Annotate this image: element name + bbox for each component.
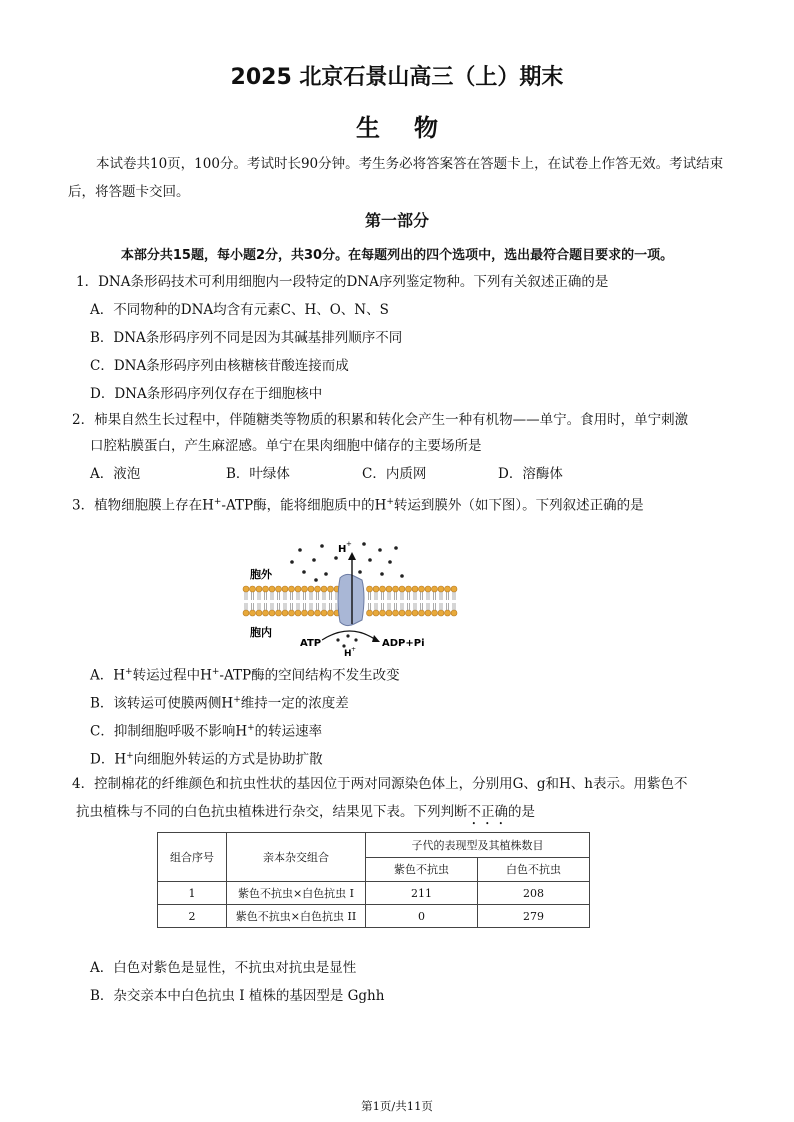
- lipid-head-outer: [243, 586, 249, 592]
- lipid-head-inner: [380, 610, 386, 616]
- lipid-head-inner: [269, 610, 275, 616]
- lipid-head-outer: [399, 586, 405, 592]
- question-2-option-b: B．叶绿体: [226, 466, 290, 482]
- emphasis-not-correct: 不正确: [467, 804, 508, 820]
- lipid-head-inner: [302, 610, 308, 616]
- question-3-stem: 3．植物细胞膜上存在H+-ATP酶，能将细胞质中的H+转运到膜外（如下图）。下列叙述正确的是: [72, 497, 644, 514]
- lipid-head-outer: [438, 586, 444, 592]
- question-3-option-c: C．抑制细胞呼吸不影响H+的转运速率: [90, 723, 323, 740]
- question-4-option-a: A．白色对紫色是显性，不抗虫对抗虫是显性: [90, 960, 357, 976]
- lipid-head-outer: [373, 586, 379, 592]
- lipid-head-inner: [406, 610, 412, 616]
- page-footer: 第1页/共11页: [361, 1099, 433, 1113]
- lipid-head-outer: [256, 586, 262, 592]
- question-3-option-d: D．H+向细胞外转运的方式是协助扩散: [90, 751, 323, 768]
- h-bottom-label: H: [344, 649, 352, 658]
- lipid-head-inner: [386, 610, 392, 616]
- lipid-head-inner: [315, 610, 321, 616]
- lipid-head-outer: [425, 586, 431, 592]
- h-top-label: H: [338, 544, 347, 555]
- lipid-head-outer: [386, 586, 392, 592]
- lipid-head-outer: [412, 586, 418, 592]
- lipid-head-outer: [302, 586, 308, 592]
- lipid-head-outer: [321, 586, 327, 592]
- question-1-option-a: A．不同物种的DNA均含有元素C、H、O、N、S: [90, 302, 389, 318]
- lipid-head-inner: [425, 610, 431, 616]
- lipid-head-inner: [373, 610, 379, 616]
- lipid-head-inner: [451, 610, 457, 616]
- lipid-head-outer: [367, 586, 373, 592]
- lipid-head-inner: [282, 610, 288, 616]
- header-purple: 紫色不抗虫: [366, 857, 478, 882]
- svg-text:+: +: [351, 646, 357, 653]
- lipid-head-outer: [282, 586, 288, 592]
- lipid-head-outer: [295, 586, 301, 592]
- lipid-head-inner: [243, 610, 249, 616]
- table-row: 1 紫色不抗虫×白色抗虫 I 211 208: [158, 882, 590, 905]
- question-2-option-a: A．液泡: [90, 466, 141, 482]
- lipid-head-inner: [328, 610, 334, 616]
- lipid-head-inner: [276, 610, 282, 616]
- lipid-head-inner: [412, 610, 418, 616]
- section-title: 第一部分: [364, 211, 429, 230]
- atpase-protein: [338, 574, 364, 625]
- lipid-head-inner: [256, 610, 262, 616]
- question-4-option-b: B．杂交亲本中白色抗虫 I 植株的基因型是 Gghh: [90, 988, 385, 1004]
- lipid-head-outer: [315, 586, 321, 592]
- header-white: 白色不抗虫: [478, 857, 590, 882]
- lipid-head-inner: [419, 610, 425, 616]
- question-3-option-a: A．H+转运过程中H+-ATP酶的空间结构不发生改变: [90, 667, 400, 684]
- lipid-head-inner: [393, 610, 399, 616]
- lipid-head-outer: [393, 586, 399, 592]
- lipid-head-outer: [451, 586, 457, 592]
- atp-label: ATP: [300, 638, 322, 649]
- lipid-head-inner: [308, 610, 314, 616]
- lipid-head-inner: [289, 610, 295, 616]
- question-4-stem-cont: 抗虫植株与不同的白色抗虫植株进行杂交，结果见下表。下列判断不正确的是: [76, 804, 535, 820]
- question-1-option-c: C．DNA条形码序列由核糖核苷酸连接而成: [90, 358, 349, 374]
- adp-label: ADP+Pi: [382, 638, 425, 649]
- question-1-option-b: B．DNA条形码序列不同是因为其碱基排列顺序不同: [90, 330, 403, 346]
- question-4-stem: 4．控制棉花的纤维颜色和抗虫性状的基因位于两对同源染色体上，分别用G、g和H、h表示。用紫色不: [72, 776, 688, 792]
- lipid-head-outer: [308, 586, 314, 592]
- subject-title: 生物: [356, 114, 472, 142]
- lipid-head-inner: [399, 610, 405, 616]
- lipid-head-inner: [445, 610, 451, 616]
- lipid-head-outer: [289, 586, 295, 592]
- lipid-head-inner: [438, 610, 444, 616]
- lipid-head-outer: [269, 586, 275, 592]
- question-2-stem: 2．柿果自然生长过程中，伴随糖类等物质的积累和转化会产生一种有机物——单宁。食用时，单宁刺激: [72, 412, 689, 428]
- header-offspring: 子代的表现型及其植株数目: [366, 833, 590, 858]
- table-row: 2 紫色不抗虫×白色抗虫 II 0 279: [158, 905, 590, 928]
- question-2-options: [90, 460, 634, 488]
- lipid-head-inner: [367, 610, 373, 616]
- lipid-head-inner: [250, 610, 256, 616]
- lipid-head-outer: [419, 586, 425, 592]
- lipid-head-outer: [263, 586, 269, 592]
- header-parents: 亲本杂交组合: [227, 833, 366, 882]
- lipid-head-outer: [276, 586, 282, 592]
- question-1-option-d: D．DNA条形码序列仅存在于细胞核中: [90, 386, 323, 402]
- header-group: 组合序号: [158, 833, 227, 882]
- section-instruction: 本部分共15题，每小题2分，共30分。在每题列出的四个选项中，选出最符合题目要求的一项。: [120, 248, 674, 263]
- lipid-head-outer: [432, 586, 438, 592]
- lipid-head-inner: [295, 610, 301, 616]
- lipid-head-inner: [263, 610, 269, 616]
- lipid-head-outer: [406, 586, 412, 592]
- question-1-stem: 1．DNA条形码技术可利用细胞内一段特定的DNA序列鉴定物种。下列有关叙述正确的是: [76, 274, 609, 290]
- lipid-head-outer: [328, 586, 334, 592]
- question-2-option-d: D．溶酶体: [498, 466, 563, 482]
- question-3-option-b: B．该转运可使膜两侧H+维持一定的浓度差: [90, 695, 349, 712]
- cross-results-table: [157, 832, 590, 928]
- exam-title: 2025 北京石景山高三（上）期末: [230, 65, 564, 90]
- lipid-head-outer: [445, 586, 451, 592]
- inside-label: 胞内: [250, 626, 272, 639]
- lipid-head-outer: [250, 586, 256, 592]
- exam-instructions: 本试卷共10页，100分。考试时长90分钟。考生务必将答案答在答题卡上，在试卷上作答无效。考试结束后，将答题卡交回。: [68, 156, 724, 200]
- lipid-head-inner: [432, 610, 438, 616]
- lipid-head-inner: [321, 610, 327, 616]
- svg-text:+: +: [346, 540, 352, 548]
- question-2-option-c: C．内质网: [362, 466, 427, 482]
- question-2-stem-cont: 口腔粘膜蛋白，产生麻涩感。单宁在果肉细胞中储存的主要场所是: [90, 438, 482, 454]
- membrane-figure: [240, 536, 460, 658]
- lipid-head-outer: [380, 586, 386, 592]
- outside-label: 胞外: [250, 568, 272, 581]
